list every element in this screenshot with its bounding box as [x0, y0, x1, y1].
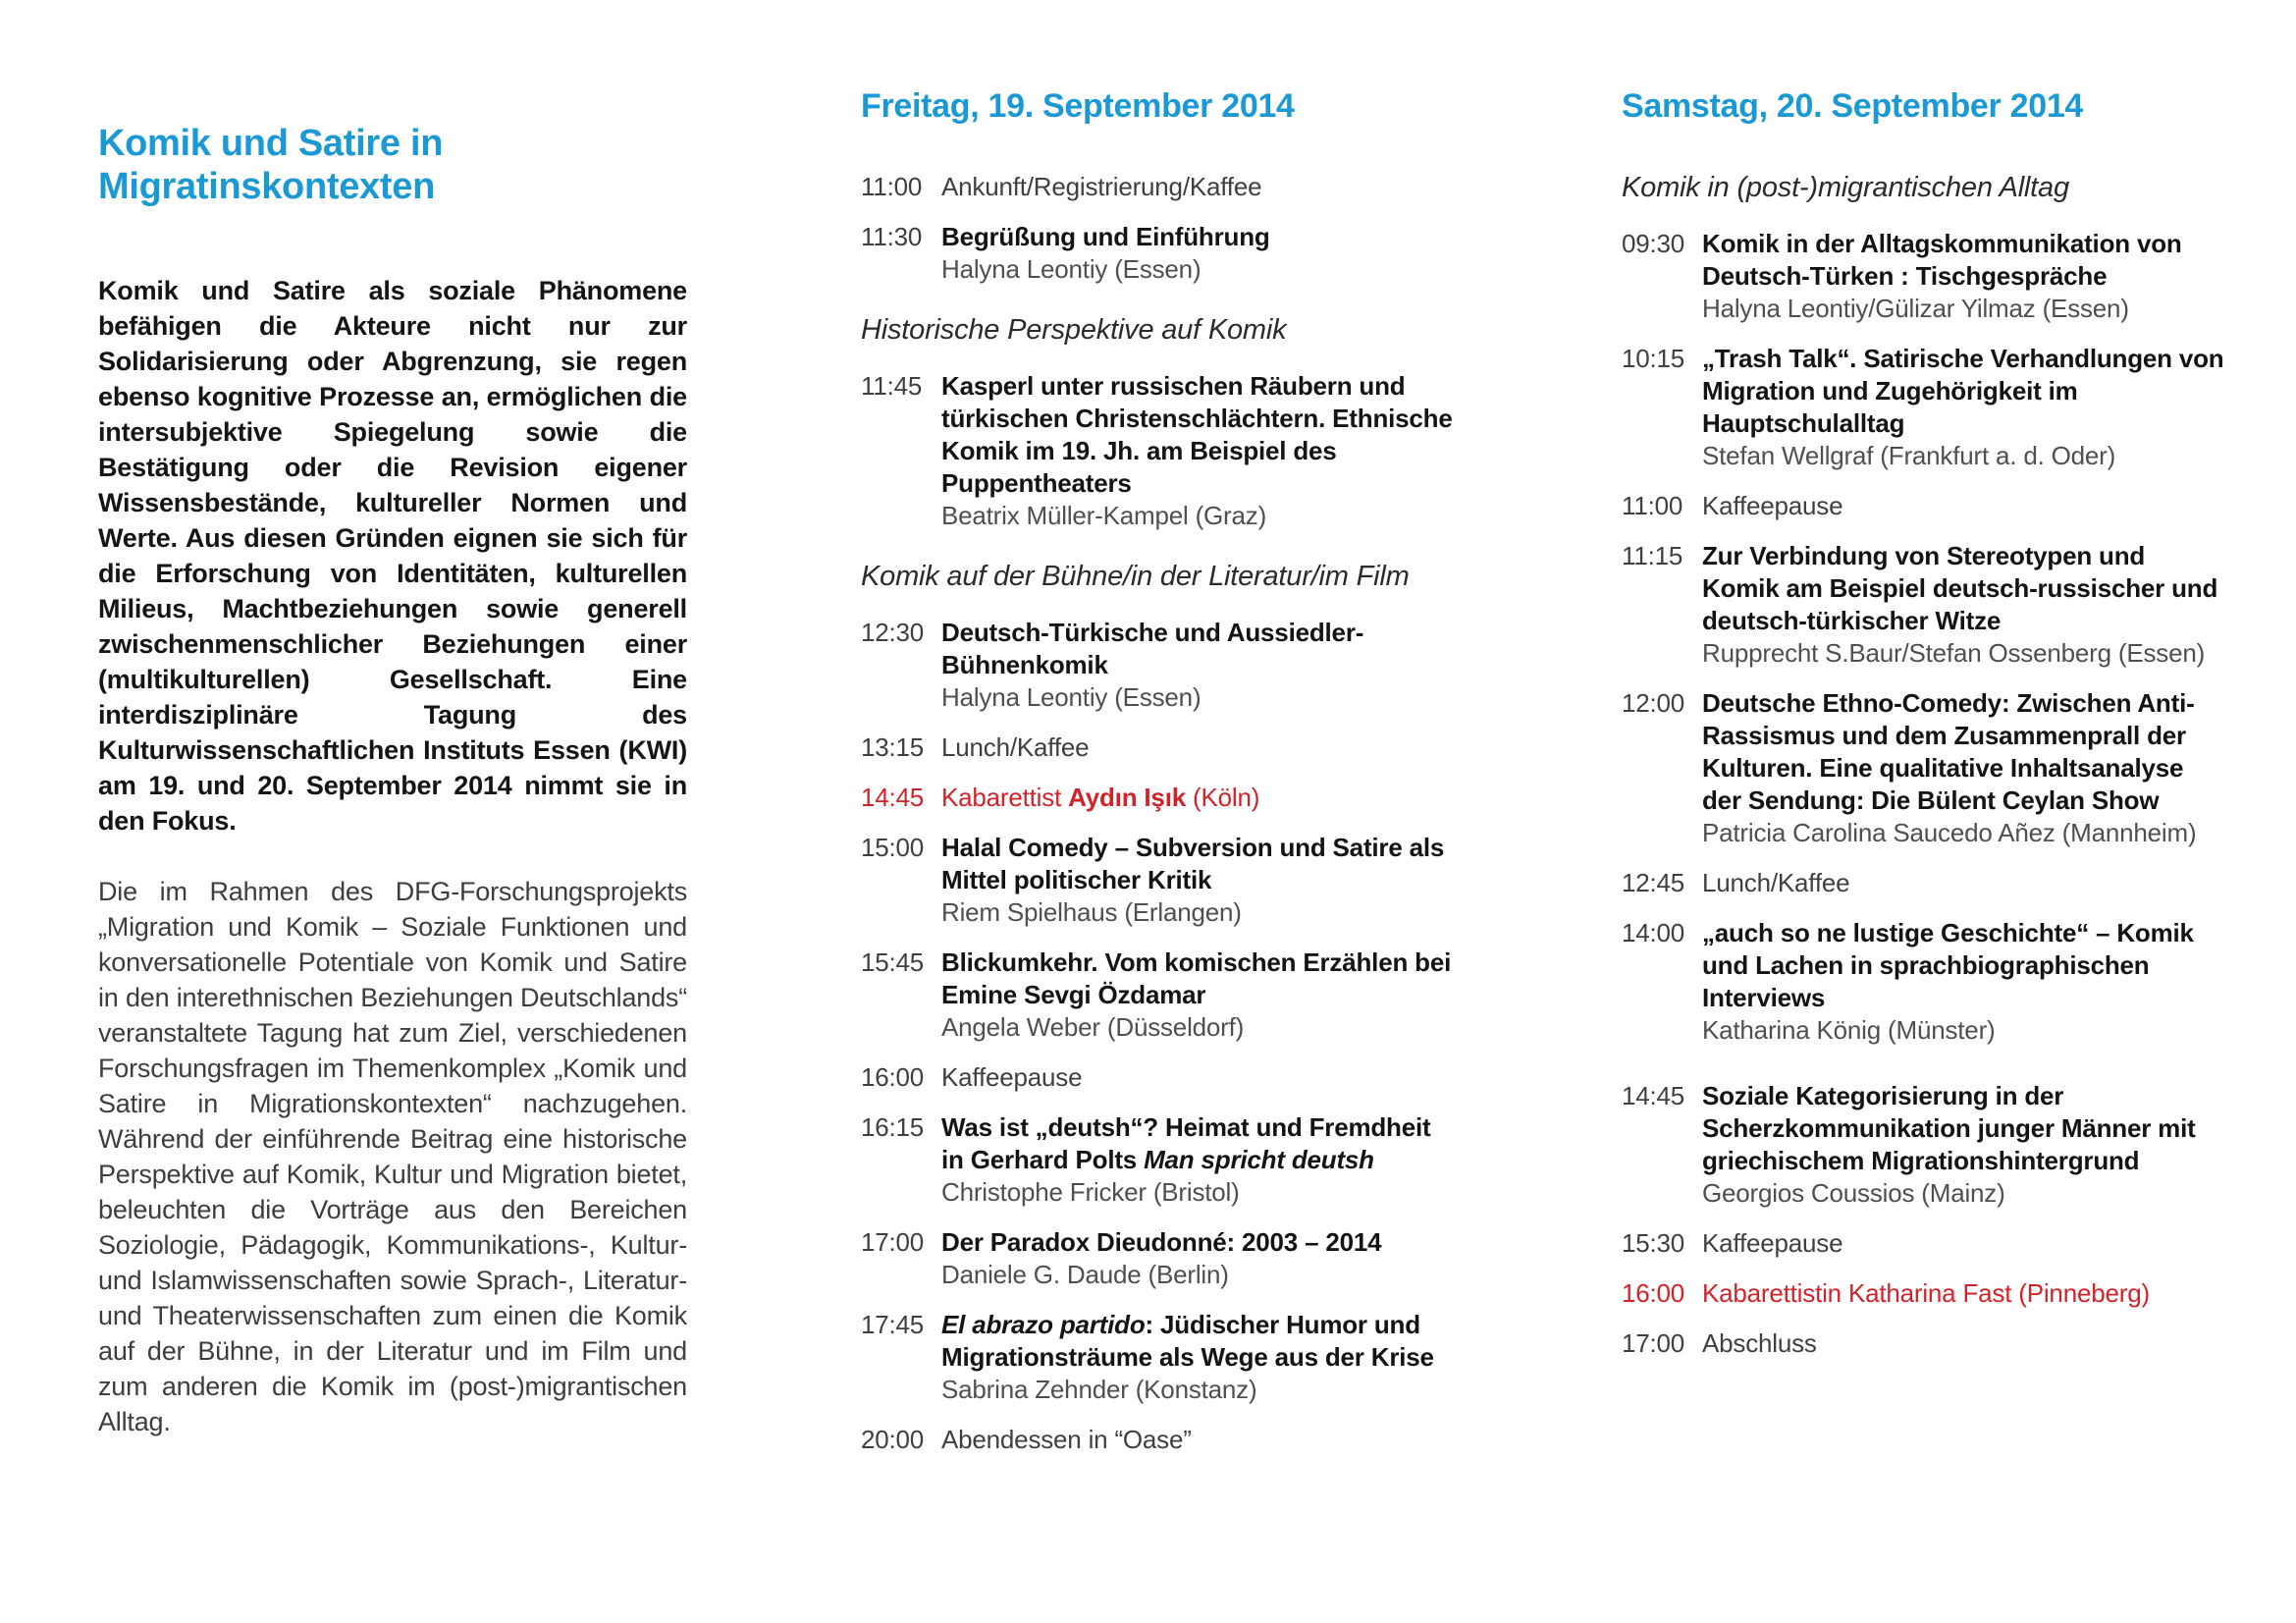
entry-content	[941, 1061, 1454, 1094]
entry-title-segment: Kaffeepause	[1702, 491, 1843, 520]
entry-title	[941, 731, 1454, 764]
entry-content	[941, 782, 1454, 814]
entry-time: 17:00	[1622, 1328, 1685, 1358]
schedule-entry	[861, 1061, 1454, 1094]
entry-title-segment: Man spricht deutsh	[1144, 1145, 1374, 1174]
entry-content	[1702, 1277, 2226, 1310]
entry-title-segment: Abschluss	[1702, 1328, 1817, 1358]
entry-title	[1702, 1327, 2226, 1360]
saturday-column	[1622, 86, 2226, 1378]
entry-title-segment: Begrüßung und Einführung	[941, 222, 1270, 251]
entry-title	[1702, 917, 2226, 1014]
page-title-line-1: Komik und Satire in	[98, 123, 444, 164]
entry-time: 11:45	[861, 371, 923, 401]
entry-title-segment: Zur Verbindung von Stereotypen und Komik am Beispiel deutsch-russischer und deutsch-türkischer Witze	[1702, 541, 2218, 635]
schedule-entry	[1622, 917, 2226, 1047]
entry-title	[1702, 228, 2226, 293]
entry-title	[941, 1309, 1454, 1374]
schedule-entry	[1622, 1080, 2226, 1210]
entry-content	[1702, 343, 2226, 472]
entry-title-segment: Kabarettist	[941, 783, 1069, 812]
entry-title	[1702, 867, 2226, 899]
saturday-entries	[1622, 171, 2226, 1360]
schedule-entry	[861, 782, 1454, 814]
entry-time: 11:15	[1622, 541, 1683, 570]
entry-content	[1702, 1227, 2226, 1260]
section-heading: Komik auf der Bühne/in der Literatur/im Film	[861, 561, 1410, 592]
entry-content	[1702, 540, 2226, 670]
entry-content	[941, 1111, 1454, 1209]
entry-content	[941, 832, 1454, 929]
entry-content	[941, 1226, 1454, 1291]
entry-time: 16:00	[1622, 1278, 1685, 1308]
entry-time: 12:00	[1622, 688, 1685, 718]
entry-speaker: Angela Weber (Düsseldorf)	[941, 1012, 1245, 1042]
entry-content	[941, 1309, 1454, 1406]
entry-title-segment: (Köln)	[1185, 783, 1260, 812]
entry-time: 15:45	[861, 947, 925, 977]
entry-speaker: Katharina König (Münster)	[1702, 1015, 1996, 1045]
entry-time: 12:45	[1622, 868, 1685, 897]
entry-title-segment: Abendessen in “Oase”	[941, 1425, 1192, 1454]
entry-content	[1702, 687, 2226, 849]
entry-time: 11:00	[861, 172, 923, 201]
entry-title-segment: Deutsche Ethno-Comedy: Zwischen Anti-Rassismus und dem Zusammenprall der Kulturen. Eine qualitative Inhaltsanalyse der Sendung: Die Bülent Ceylan Show	[1702, 688, 2195, 815]
entry-speaker: Christophe Fricker (Bristol)	[941, 1177, 1240, 1207]
friday-heading: Freitag, 19. September 2014	[861, 87, 1295, 125]
schedule-entry	[1622, 343, 2226, 472]
schedule-entry	[1622, 1327, 2226, 1360]
entry-title-segment: Was ist „deutsh“? Heimat und Fremdheit in Gerhard Polts	[941, 1112, 1431, 1174]
entry-title-segment: Ankunft/Registrierung/Kaffee	[941, 172, 1262, 201]
entry-title	[1702, 490, 2226, 522]
schedule-entry	[861, 1309, 1454, 1406]
schedule-entry	[1622, 490, 2226, 522]
entry-content	[1702, 917, 2226, 1047]
entry-speaker: Halyna Leontiy/Gülizar Yilmaz (Essen)	[1702, 294, 2129, 323]
entry-content	[941, 617, 1454, 714]
entry-title-segment: Komik in der Alltagskommunikation von Deutsch-Türken : Tischgespräche	[1702, 229, 2182, 291]
entry-speaker: Patricia Carolina Saucedo Añez (Mannheim)	[1702, 818, 2197, 847]
friday-column	[861, 86, 1454, 1474]
schedule-entry	[861, 370, 1454, 532]
page-title	[98, 122, 687, 208]
entry-time: 17:45	[861, 1310, 925, 1339]
entry-title-segment: Blickumkehr. Vom komischen Erzählen bei Emine Sevgi Özdamar	[941, 947, 1452, 1009]
entry-title	[941, 370, 1454, 500]
entry-title	[941, 947, 1454, 1011]
entry-title-segment: Kasperl unter russischen Räubern und türkischen Christenschlächtern. Ethnische Komik im 19. Jh. am Beispiel des Puppentheaters	[941, 371, 1453, 498]
entry-title	[941, 617, 1454, 681]
schedule-entry	[861, 1226, 1454, 1291]
entry-title	[941, 1061, 1454, 1094]
schedule-entry	[1622, 867, 2226, 899]
entry-content	[941, 171, 1454, 203]
entry-time: 14:45	[1622, 1081, 1685, 1110]
entry-title	[941, 1111, 1454, 1176]
entry-speaker: Rupprecht S.Baur/Stefan Ossenberg (Essen)	[1702, 638, 2206, 668]
entry-content	[1702, 1080, 2226, 1210]
entry-title-segment: Kaffeepause	[941, 1062, 1083, 1092]
friday-entries	[861, 171, 1454, 1456]
entry-speaker: Stefan Wellgraf (Frankfurt a. d. Oder)	[1702, 441, 2116, 470]
entry-title-segment: „auch so ne lustige Geschichte“ – Komik und Lachen in sprachbiographischen Interviews	[1702, 918, 2194, 1012]
entry-title	[1702, 687, 2226, 817]
entry-content	[941, 1424, 1454, 1456]
schedule-entry	[1622, 1227, 2226, 1260]
entry-title	[941, 221, 1454, 253]
entry-time: 09:30	[1622, 229, 1685, 258]
entry-title	[941, 1424, 1454, 1456]
entry-title-segment: El abrazo partido	[941, 1310, 1146, 1339]
entry-content	[941, 731, 1454, 764]
entry-content	[941, 221, 1454, 286]
entry-speaker: Beatrix Müller-Kampel (Graz)	[941, 501, 1267, 530]
entry-title-segment: Aydın Işık	[1068, 783, 1186, 812]
entry-speaker: Daniele G. Daude (Berlin)	[941, 1260, 1229, 1289]
entry-speaker: Halyna Leontiy (Essen)	[941, 254, 1201, 284]
entry-title-segment: Lunch/Kaffee	[1702, 868, 1850, 897]
entry-title	[1702, 343, 2226, 440]
schedule-entry	[1622, 540, 2226, 670]
intro-paragraph-2: Die im Rahmen des DFG-Forschungsprojekts „Migration und Komik – Soziale Funktionen und konversationelle Potentiale von Komik und Satire in den interethnischen Beziehungen Deutschlands“ veranstaltete Tagung hat zum Ziel, verschiedenen Forschungsfragen im Themenkomplex „Komik und Satire in Migrationskontexten“ nachzugehen. Während der einführende Beitrag eine historische Perspektive auf Komik, Kultur und Migration bietet, beleuchten die Vorträge aus den Bereichen Soziologie, Pädagogik, Kommunikations-, Kultur- und Islamwissenschaften sowie Sprach-, Literatur- und Theaterwissenschaften zum einen die Komik auf der Bühne, in der Literatur und im Film und zum anderen die Komik im (post-)migrantischen Alltag.	[98, 877, 687, 1437]
entry-title-segment: Halal Comedy – Subversion und Satire als Mittel politischer Kritik	[941, 833, 1445, 894]
schedule-entry	[861, 1424, 1454, 1456]
entry-title	[941, 782, 1454, 814]
schedule-entry	[861, 221, 1454, 286]
entry-title-segment: Soziale Kategorisierung in der Scherzkommunikation junger Männer mit griechischem Migrationshintergrund	[1702, 1081, 2196, 1175]
entry-title-segment: Kabarettistin Katharina Fast (Pinneberg)	[1702, 1278, 2150, 1308]
schedule-entry	[1622, 1277, 2226, 1310]
entry-time: 15:30	[1622, 1228, 1685, 1258]
entry-content	[1702, 867, 2226, 899]
schedule-entry	[861, 731, 1454, 764]
entry-time: 11:00	[1622, 491, 1683, 520]
section-heading: Komik in (post-)migrantischen Alltag	[1622, 172, 2069, 203]
schedule-entry	[861, 617, 1454, 714]
page-title-line-2: Migratinskontexten	[98, 166, 435, 208]
entry-content	[1702, 1327, 2226, 1360]
entry-time: 15:00	[861, 833, 925, 862]
entry-time: 16:00	[861, 1062, 925, 1092]
entry-content	[1702, 228, 2226, 325]
entry-time: 14:00	[1622, 918, 1685, 947]
entry-time: 14:45	[861, 783, 925, 812]
entry-title-segment: Kaffeepause	[1702, 1228, 1843, 1258]
section-heading: Historische Perspektive auf Komik	[861, 314, 1287, 346]
saturday-heading: Samstag, 20. September 2014	[1622, 87, 2084, 125]
schedule-entry	[861, 947, 1454, 1044]
entry-title	[1702, 1277, 2226, 1310]
intro-column	[98, 122, 687, 1475]
schedule-entry	[1622, 687, 2226, 849]
entry-title	[1702, 1227, 2226, 1260]
intro-paragraph-1: Komik und Satire als soziale Phänomene befähigen die Akteure nicht nur zur Solidarisierung oder Abgrenzung, sie regen ebenso kognitive Prozesse an, ermöglichen die intersubjektive Spiegelung sowie die Bestätigung oder die Revision eigener Wissensbestände, kultureller Normen und Werte. Aus diesen Gründen eignen sie sich für die Erforschung von Identitäten, kulturellen Milieus, Machtbeziehungen sowie generell zwischenmenschlicher Beziehungen einer (multikulturellen) Gesellschaft. Eine interdisziplinäre Tagung des Kulturwissenschaftlichen Instituts Essen (KWI) am 19. und 20. September 2014 nimmt sie in den Fokus.	[98, 276, 687, 837]
schedule-entry	[1622, 228, 2226, 325]
entry-time: 12:30	[861, 618, 925, 647]
entry-time: 13:15	[861, 732, 925, 762]
entry-title-segment: Lunch/Kaffee	[941, 732, 1090, 762]
entry-speaker: Halyna Leontiy (Essen)	[941, 682, 1201, 712]
entry-time: 10:15	[1622, 344, 1685, 373]
entry-title-segment: Der Paradox Dieudonné: 2003 – 2014	[941, 1227, 1382, 1257]
schedule-entry	[861, 1111, 1454, 1209]
entry-title-segment: Deutsch-Türkische und Aussiedler-Bühnenkomik	[941, 618, 1364, 679]
entry-content	[941, 947, 1454, 1044]
schedule-entry	[861, 832, 1454, 929]
entry-title	[941, 832, 1454, 896]
entry-time: 20:00	[861, 1425, 925, 1454]
entry-time: 17:00	[861, 1227, 925, 1257]
entry-speaker: Riem Spielhaus (Erlangen)	[941, 897, 1242, 927]
entry-title	[941, 1226, 1454, 1259]
entry-title	[941, 171, 1454, 203]
entry-speaker: Georgios Coussios (Mainz)	[1702, 1178, 2005, 1208]
entry-title	[1702, 540, 2226, 637]
entry-time: 16:15	[861, 1112, 925, 1142]
entry-title-segment: „Trash Talk“. Satirische Verhandlungen von Migration und Zugehörigkeit im Hauptschulalltag	[1702, 344, 2224, 438]
entry-speaker: Sabrina Zehnder (Konstanz)	[941, 1375, 1257, 1404]
entry-time: 11:30	[861, 222, 923, 251]
entry-content	[941, 370, 1454, 532]
entry-title	[1702, 1080, 2226, 1177]
entry-title-segment: : Jüdischer Humor und Migrationsträume als Wege aus der Krise	[941, 1310, 1434, 1372]
schedule-entry	[861, 171, 1454, 203]
entry-content	[1702, 490, 2226, 522]
